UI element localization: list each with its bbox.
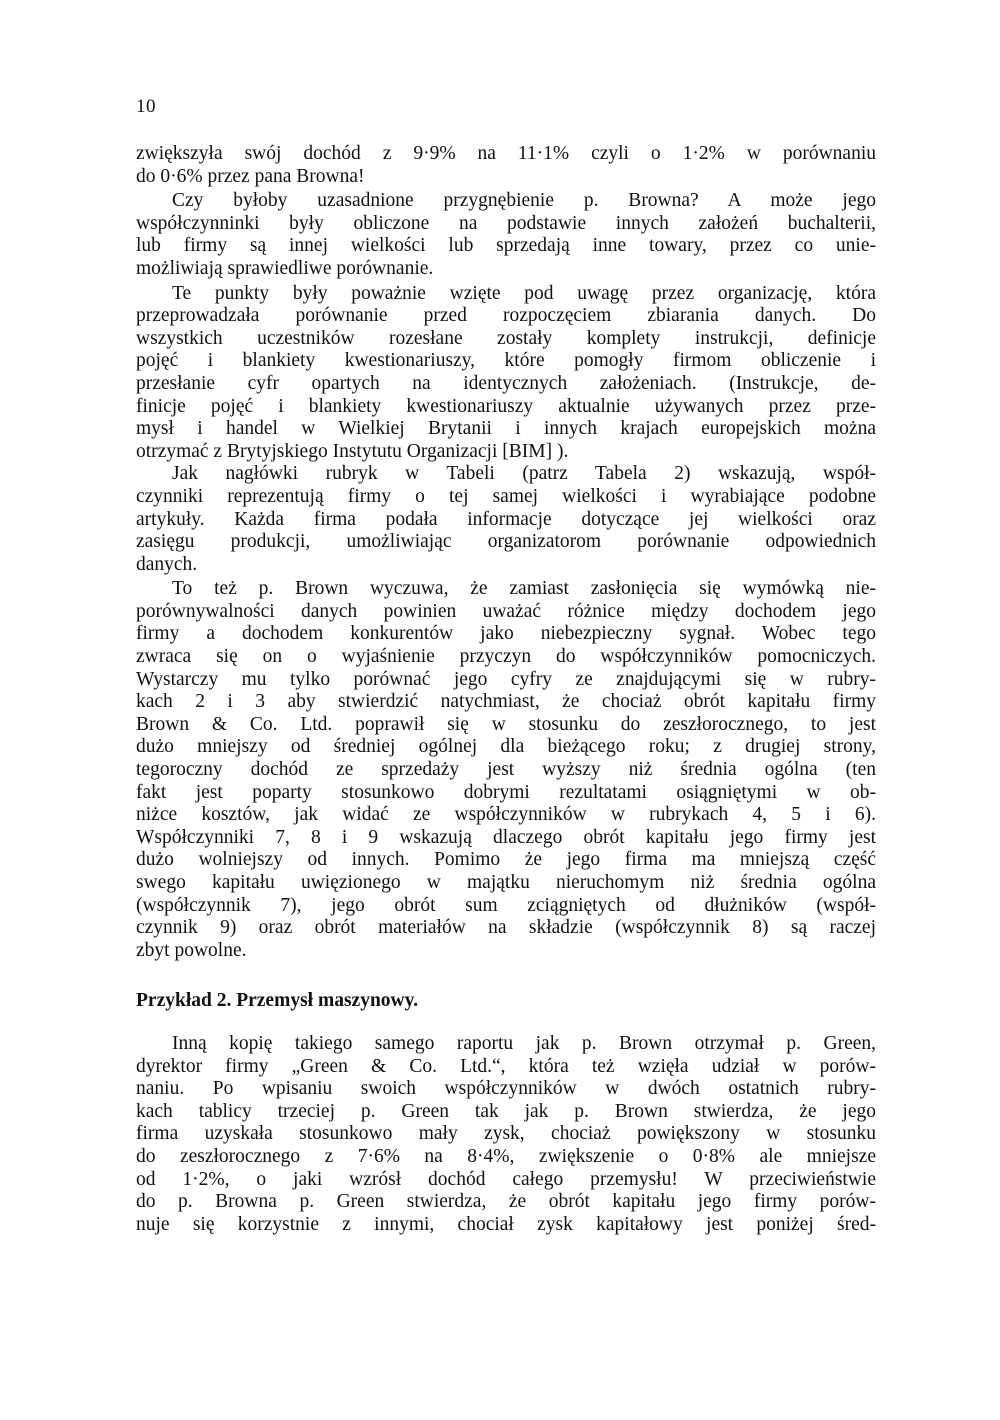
paragraph (136, 283, 876, 464)
text-line: lub firmy są innej wielkości lub sprzedają inne towary, przez co unie- (136, 235, 876, 257)
text-line: otrzymać z Brytyjskiego Instytutu Organizacji [BIM] ). (136, 440, 569, 462)
text-line: dużo mniejszy od średniej ogólnej dla bieżącego roku; z drugiej strony, (136, 736, 876, 758)
text-line: firma uzyskała stosunkowo mały zysk, chociaż powiększony w stosunku (136, 1123, 876, 1145)
text-line: dyrektor firmy „Green & Co. Ltd.“, która też wzięła udział w porów- (136, 1055, 876, 1077)
text-line: zwraca się on o wyjaśnienie przyczyn do współczynników pomocniczych. (136, 646, 876, 668)
text-line: Wystarczy mu tylko porównać jego cyfry ze znajdującymi się w rubry- (136, 668, 876, 690)
text-line: do p. Browna p. Green stwierdza, że obrót kapitału jego firmy porów- (136, 1191, 876, 1213)
paragraph-continuation (136, 143, 876, 188)
text-line: wszystkich uczestników rozesłane zostały komplety instrukcji, definicje (136, 327, 876, 349)
text-line: pojęć i blankiety kwestionariuszy, które pomogły firmom obliczenie i (136, 350, 876, 372)
text-line: (współczynnik 7), jego obrót sum zciągniętych od dłużników (współ- (136, 894, 876, 916)
text-line: porównywalności danych powinien uważać różnice między dochodem jego (136, 600, 876, 622)
text-line: swego kapitału uwięzionego w majątku nieruchomym niż średnia ogólna (136, 872, 876, 893)
text-line: kach 2 i 3 aby stwierdzić natychmiast, że chociaż obrót kapitału firmy (136, 691, 876, 713)
paragraph (136, 463, 876, 576)
text-line: możliwiają sprawiedliwe porównanie. (136, 257, 434, 279)
text-line: finicje pojęć i blankiety kwestionariuszy aktualnie używanych przez prze- (136, 395, 876, 417)
text-line: czynnik 9) oraz obrót materiałów na składzie (współczynnik 8) są raczej (136, 917, 876, 939)
text-line: czynniki reprezentują firmy o tej samej wielkości i wyrabiające podobne (136, 485, 876, 507)
text-line: współczynninki były obliczone na podstawie innych założeń buchalterii, (136, 212, 876, 234)
text-line: Czy byłoby uzasadnione przygnębienie p. Browna? A może jego (172, 190, 876, 212)
text-line: przeprowadzała porównanie przed rozpoczęciem zbiarania danych. Do (136, 305, 876, 327)
text-line: To też p. Brown wyczuwa, że zamiast zasłonięcia się wymówką nie- (172, 578, 876, 600)
text-line: fakt jest poparty stosunkowo dobrymi rezultatami osiągniętymi w ob- (136, 781, 876, 803)
page-number: 10 (136, 96, 156, 117)
text-line: zasięgu produkcji, umożliwiając organizatorom porównanie odpowiednich (136, 531, 876, 553)
text-line: danych. (136, 553, 198, 575)
text-line: artykuły. Każda firma podała informacje dotyczące jej wielkości oraz (136, 508, 876, 530)
text-line: nuje się korzystnie z innymi, chociał zysk kapitałowy jest poniżej śred- (136, 1213, 876, 1235)
text-line: Te punkty były poważnie wzięte pod uwagę przez organizację, która (172, 282, 876, 304)
paragraph (136, 578, 876, 962)
text-line: kach tablicy trzeciej p. Green tak jak p. Brown stwierdza, że jego (136, 1100, 876, 1122)
body-text (136, 143, 876, 1236)
text-line: dużo wolniejszy od innych. Pomimo że jego firma ma mniejszą część (136, 849, 876, 871)
text-line: przesłanie cyfr opartych na identycznych założeniach. (Instrukcje, de- (136, 372, 876, 394)
text-line: niżce kosztów, jak widać ze współczynników w rubrykach 4, 5 i 6). (136, 804, 876, 826)
text-line: do 0·6% przez pana Browna! (136, 165, 365, 187)
text-line: Współczynniki 7, 8 i 9 wskazują dlaczego obrót kapitału jego firmy jest (136, 826, 876, 848)
text-line: mysł i handel w Wielkiej Brytanii i innych krajach europejskich można (136, 418, 876, 440)
text-line: od 1·2%, o jaki wzrósł dochód całego przemysłu! W przeciwieństwie (136, 1168, 876, 1190)
text-line: tegoroczny dochód ze sprzedaży jest wyższy niż średnia ogólna (ten (136, 759, 876, 781)
text-line: naniu. Po wpisaniu swoich współczynników w dwóch ostatnich rubry- (136, 1078, 876, 1100)
text-line: Jak nagłówki rubryk w Tabeli (patrz Tabela 2) wskazują, współ- (172, 463, 876, 485)
paragraph (136, 1033, 876, 1236)
text-line: zbyt powolne. (136, 939, 247, 961)
text-line: Brown & Co. Ltd. poprawił się w stosunku do zeszłorocznego, to jest (136, 713, 876, 735)
text-line: firmy a dochodem konkurentów jako niebezpieczny sygnał. Wobec tego (136, 623, 876, 645)
section-heading: Przykład 2. Przemysł maszynowy. (136, 990, 419, 1012)
text-line: do zeszłorocznego z 7·6% na 8·4%, zwiększenie o 0·8% ale mniejsze (136, 1145, 876, 1167)
text-line: zwiększyła swój dochód z 9·9% na 11·1% czyli o 1·2% w porównaniu (136, 143, 876, 164)
paragraph (136, 190, 876, 280)
text-line: Inną kopię takiego samego raportu jak p. Brown otrzymał p. Green, (172, 1032, 876, 1054)
